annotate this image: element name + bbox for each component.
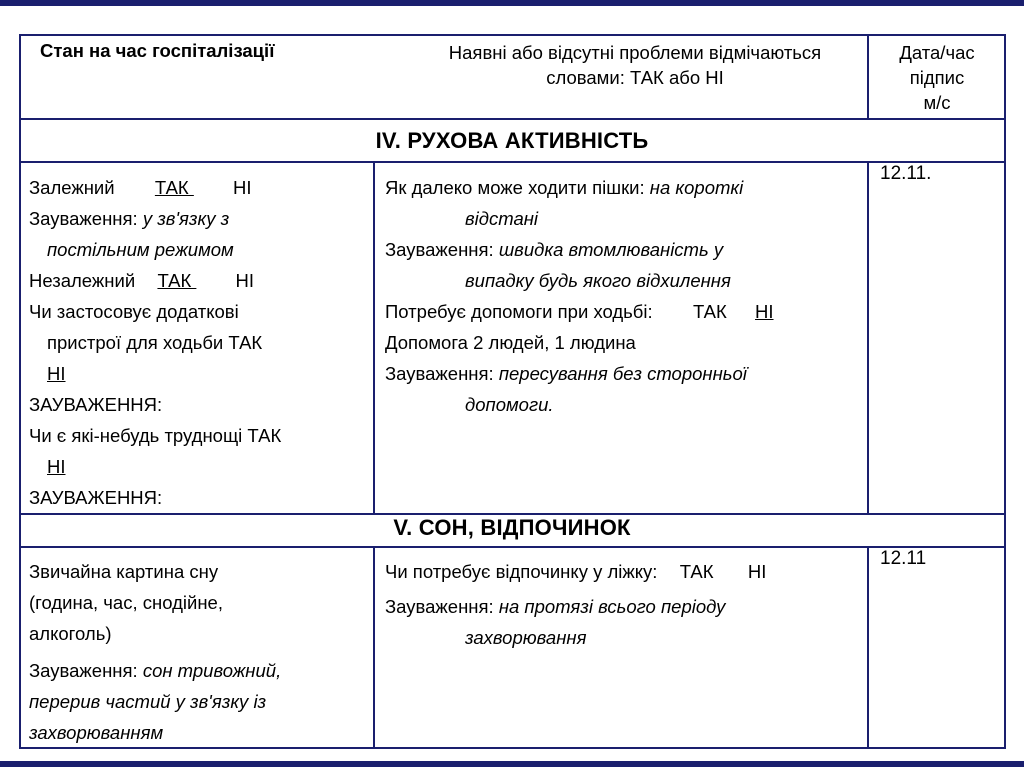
row-divider: [19, 118, 1006, 120]
rest-remark-cont: [385, 622, 867, 653]
row-divider: [19, 161, 1006, 163]
rest-remark-cont-text: захворювання: [465, 627, 587, 648]
fatigue-line: [385, 234, 867, 265]
rest-no: НІ: [747, 561, 767, 582]
sleep-remark-cont: [29, 686, 373, 717]
sleep-remark: сон тривожний,: [142, 660, 282, 681]
movement-remark: пересування без сторонньої: [498, 363, 747, 384]
help-no: НІ: [755, 301, 774, 322]
difficulties-question: Чи є які-небудь труднощі ТАК: [29, 425, 282, 446]
column-divider: [867, 546, 869, 749]
independent-yes: ТАК: [157, 270, 197, 291]
header-date-label: [869, 40, 1005, 115]
walk-line: [385, 172, 867, 203]
header-date-line: Дата/час: [899, 42, 975, 63]
devices-no: НІ: [47, 363, 66, 384]
dependent-label: Залежний: [29, 177, 115, 198]
header-problems-line: словами: ТАК або НІ: [546, 67, 724, 88]
row-divider: [19, 546, 1006, 548]
rest-line: [385, 556, 867, 587]
mobility-left-cell: [29, 172, 373, 513]
column-divider: [867, 161, 869, 515]
sleep-left-cell: [29, 556, 373, 748]
rest-question: Чи потребує відпочинку у ліжку:: [385, 561, 658, 582]
independent-line: [29, 265, 373, 296]
section-title-mobility: IV. РУХОВА АКТИВНІСТЬ: [375, 128, 649, 153]
bottom-border-bar: [0, 761, 1024, 767]
remark-value-cont: постільним режимом: [47, 239, 234, 260]
sleep-middle-cell: [385, 556, 867, 653]
remark-line-cont: [29, 234, 373, 265]
walk-answer-cont: [385, 203, 867, 234]
movement-line: [385, 358, 867, 389]
rest-remark: на протязі всього періоду: [498, 596, 726, 617]
sleep-remark-cont: [29, 717, 373, 748]
remark-label: Зауваження:: [29, 208, 138, 229]
section-title-sleep: V. СОН, ВІДПОЧИНОК: [393, 515, 631, 540]
fatigue-remark: швидка втомлюваність у: [498, 239, 724, 260]
sleep-pattern-cont: (година, час, снодійне,: [29, 592, 223, 613]
remarks-caps: ЗАУВАЖЕННЯ:: [29, 394, 163, 415]
remark-label: Зауваження:: [385, 239, 494, 260]
header-date-line: підпис: [909, 67, 965, 88]
help-people: Допомога 2 людей, 1 людина: [385, 332, 636, 353]
sleep-remark-line: [29, 655, 373, 686]
table-border-top: [19, 34, 1006, 36]
sleep-remark-cont-text: перерив частий у зв'язку із: [29, 691, 267, 712]
sleep-remark-cont-text: захворюванням: [29, 722, 164, 743]
remark-label: Зауваження:: [385, 596, 494, 617]
walk-answer-cont-text: відстані: [465, 208, 539, 229]
header-problems-label: [330, 40, 870, 90]
remarks-caps: ЗАУВАЖЕННЯ:: [29, 487, 163, 508]
difficulties-no: НІ: [47, 456, 66, 477]
walk-answer: на короткі: [649, 177, 744, 198]
dependent-no: НІ: [232, 177, 252, 198]
column-divider: [373, 546, 375, 749]
walk-question: Як далеко може ходити пішки:: [385, 177, 645, 198]
help-question: Потребує допомоги при ходьбі:: [385, 301, 653, 322]
header-condition-label: Стан на час госпіталізації: [40, 40, 275, 61]
mobility-date: 12.11.: [880, 163, 932, 184]
header-date-line: м/с: [923, 92, 951, 113]
difficulties-no-line: [29, 451, 373, 482]
remark-value: у зв'язку з: [142, 208, 230, 229]
devices-question-cont: пристрої для ходьби ТАК: [47, 332, 263, 353]
movement-remark-cont-text: допомоги.: [465, 394, 554, 415]
rest-yes: ТАК: [679, 561, 714, 582]
fatigue-remark-cont-text: випадку будь якого відхилення: [465, 270, 731, 291]
remark-label: Зауваження:: [29, 660, 138, 681]
remark-label: Зауваження:: [385, 363, 494, 384]
sleep-pattern: Звичайна картина сну: [29, 561, 219, 582]
fatigue-remark-cont: [385, 265, 867, 296]
mobility-middle-cell: [385, 172, 867, 420]
rest-remark-line: [385, 591, 867, 622]
top-border-bar: [0, 0, 1024, 6]
remark-line: [29, 203, 373, 234]
help-line: [385, 296, 867, 327]
movement-remark-cont: [385, 389, 867, 420]
sleep-date: 12.11: [880, 548, 927, 569]
help-yes: ТАК: [692, 301, 727, 322]
independent-no: НІ: [235, 270, 255, 291]
dependent-line: [29, 172, 373, 203]
column-divider: [373, 161, 375, 515]
header-problems-line: Наявні або відсутні проблеми відмічаються: [448, 42, 822, 63]
devices-question: Чи застосовує додаткові: [29, 301, 239, 322]
sleep-pattern-cont: алкоголь): [29, 623, 112, 644]
independent-label: Незалежний: [29, 270, 136, 291]
dependent-yes: ТАК: [154, 177, 194, 198]
